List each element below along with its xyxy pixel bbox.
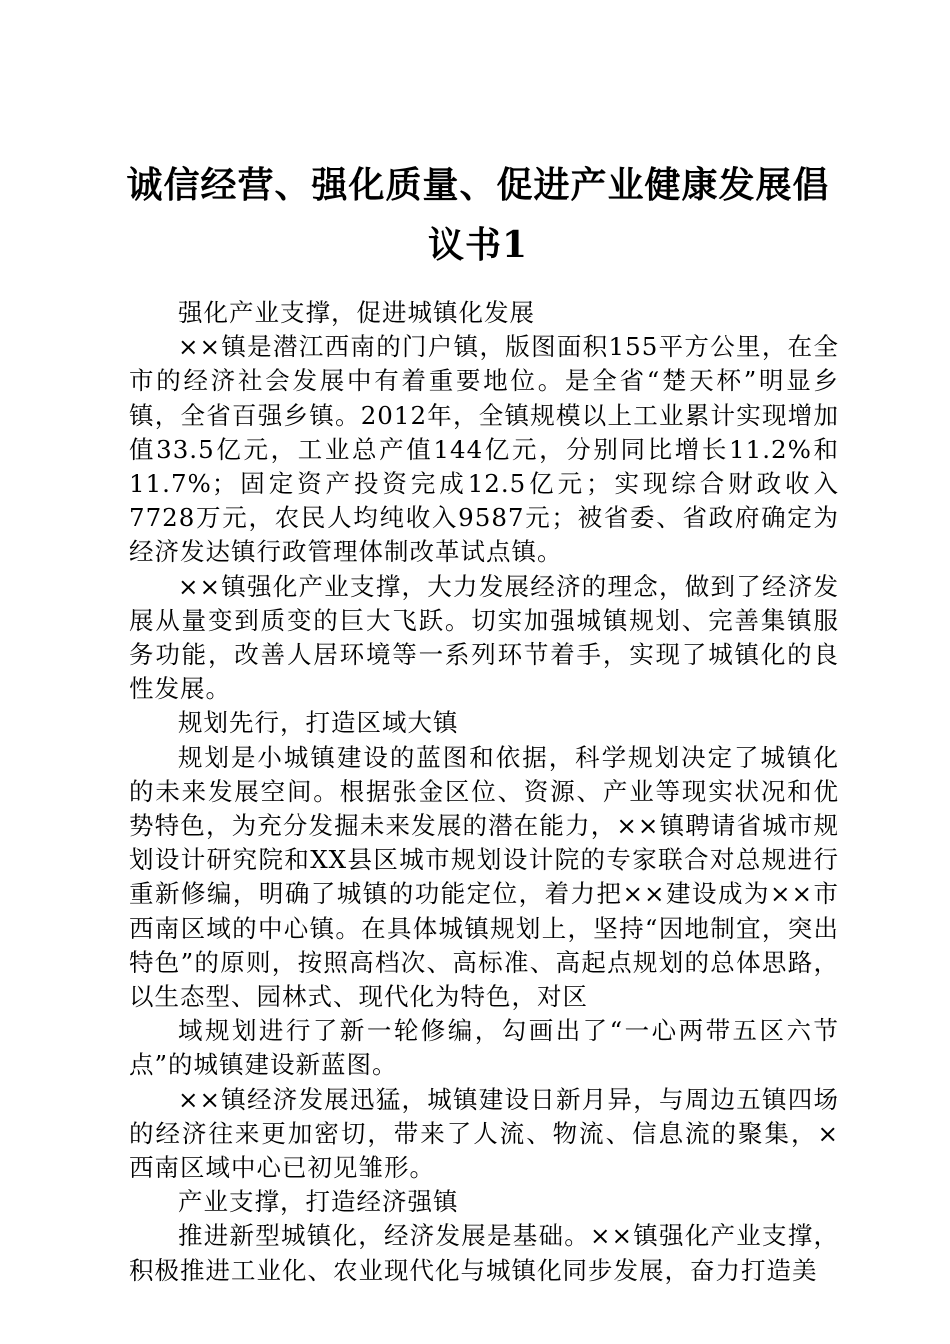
paragraph: 域规划进行了新一轮修编，勾画出了“一心两带五区六节点”的城镇建设新蓝图。 [129, 1016, 839, 1080]
document-body [129, 296, 839, 1288]
document-title: 诚信经营、强化质量、促进产业健康发展倡议书1 [126, 164, 830, 266]
paragraph: ××镇强化产业支撑，大力发展经济的理念，做到了经济发展从量变到质变的巨大飞跃。切实加强城镇规划、完善集镇服务功能，改善人居环境等一系列环节着手，实现了城镇化的良性发展。 [129, 571, 839, 704]
paragraph: 规划是小城镇建设的蓝图和依据，科学规划决定了城镇化的未来发展空间。根据张金区位、资源、产业等现实状况和优势特色，为充分发掘未来发展的潜在能力，××镇聘请省城市规划设计研究院和XX县区城市规划设计院的专家联合对总规进行重新修编，明确了城镇的功能定位，着力把××建设成为××市西南区域的中心镇。在具体城镇规划上，坚持“因地制宜，突出特色”的原则，按照高档次、高标准、高起点规划的总体思路，以生态型、园林式、现代化为特色，对区 [129, 742, 839, 1012]
section-heading: 强化产业支撑，促进城镇化发展 [178, 298, 535, 327]
section-heading: 规划先行，打造区域大镇 [178, 708, 459, 738]
paragraph: 推进新型城镇化，经济发展是基础。××镇强化产业支撑，积极推进工业化、农业现代化与城镇化同步发展，奋力打造美 [129, 1221, 839, 1285]
section-heading: 产业支撑，打造经济强镇 [178, 1187, 459, 1217]
paragraph: ××镇是潜江西南的门户镇，版图面积155平方公里，在全市的经济社会发展中有着重要地位。是全省“楚天杯”明显乡镇，全省百强乡镇。2012年，全镇规模以上工业累计实现增加值33.5亿元，工业总产值144亿元，分别同比增长11.2%和11.7%；固定资产投资完成12.5亿元；实现综合财政收入7728万元，农民人均纯收入9587元；被省委、省政府确定为经济发达镇行政管理体制改革试点镇。 [129, 332, 839, 567]
paragraph: ××镇经济发展迅猛，城镇建设日新月异，与周边五镇四场的经济往来更加密切，带来了人流、物流、信息流的聚集，×西南区域中心已初见雏形。 [129, 1084, 839, 1183]
